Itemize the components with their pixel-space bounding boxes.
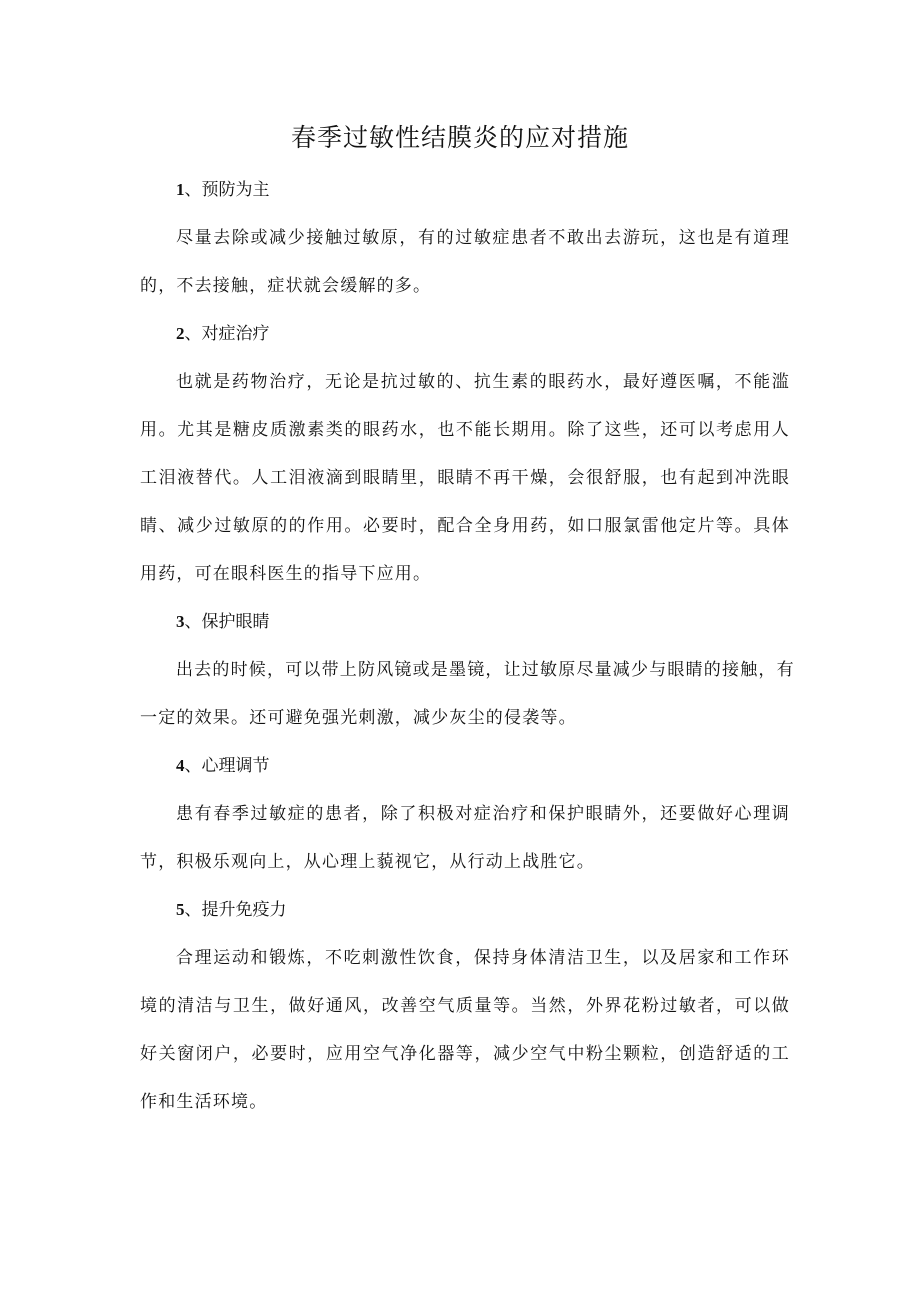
section-number: 5: [176, 900, 185, 919]
section-title: 、心理调节: [184, 756, 270, 776]
section-number: 3: [176, 612, 185, 631]
section-paragraph: [140, 790, 790, 886]
paragraph-line: 的，不去接触，症状就会缓解的多。: [140, 276, 432, 296]
paragraph-line: 境的清洁与卫生，做好通风，改善空气质量等。当然，外界花粉过敏者，可以做: [140, 996, 790, 1016]
document-body: [140, 166, 795, 1126]
section-paragraph: [140, 214, 790, 310]
paragraph-line: 节，积极乐观向上，从心理上藐视它，从行动上战胜它。: [140, 852, 595, 872]
paragraph-line: 用。尤其是糖皮质激素类的眼药水，也不能长期用。除了这些，还可以考虑用人: [140, 420, 790, 440]
section-title: 、预防为主: [184, 180, 270, 200]
paragraph-line: 用药，可在眼科医生的指导下应用。: [140, 564, 432, 584]
document-title: 春季过敏性结膜炎的应对措施: [290, 123, 629, 152]
section-heading: [140, 310, 790, 358]
paragraph-line: 工泪液替代。人工泪液滴到眼睛里，眼睛不再干燥，会很舒服，也有起到冲洗眼: [140, 468, 790, 488]
section-paragraph: [140, 646, 795, 742]
paragraph-line: 合理运动和锻炼，不吃刺激性饮食，保持身体清洁卫生，以及居家和工作环: [176, 948, 790, 968]
section-heading: [140, 886, 790, 934]
paragraph-line: 好关窗闭户，必要时，应用空气净化器等，减少空气中粉尘颗粒，创造舒适的工: [140, 1044, 790, 1064]
section-heading: [140, 742, 790, 790]
section-number: 4: [176, 756, 185, 775]
paragraph-line: 作和生活环境。: [140, 1092, 268, 1112]
paragraph-line: 睛、减少过敏原的的作用。必要时，配合全身用药，如口服氯雷他定片等。具体: [140, 516, 790, 536]
section-paragraph: [140, 358, 790, 598]
section-paragraph: [140, 934, 790, 1126]
section-title: 、对症治疗: [184, 324, 270, 344]
section-title: 、提升免疫力: [184, 900, 287, 920]
section-heading: [140, 598, 790, 646]
section-title: 、保护眼睛: [184, 612, 270, 632]
section-heading: [140, 166, 790, 214]
paragraph-line: 也就是药物治疗，无论是抗过敏的、抗生素的眼药水，最好遵医嘱，不能滥: [176, 372, 790, 392]
section-number: 2: [176, 324, 185, 343]
paragraph-line: 患有春季过敏症的患者，除了积极对症治疗和保护眼睛外，还要做好心理调: [176, 804, 790, 824]
section-number: 1: [176, 180, 185, 199]
paragraph-line: 一定的效果。还可避免强光刺激，减少灰尘的侵袭等。: [140, 708, 577, 728]
paragraph-line: 出去的时候，可以带上防风镜或是墨镜，让过敏原尽量减少与眼睛的接触，有: [176, 660, 795, 680]
paragraph-line: 尽量去除或减少接触过敏原，有的过敏症患者不敢出去游玩，这也是有道理: [176, 228, 790, 248]
